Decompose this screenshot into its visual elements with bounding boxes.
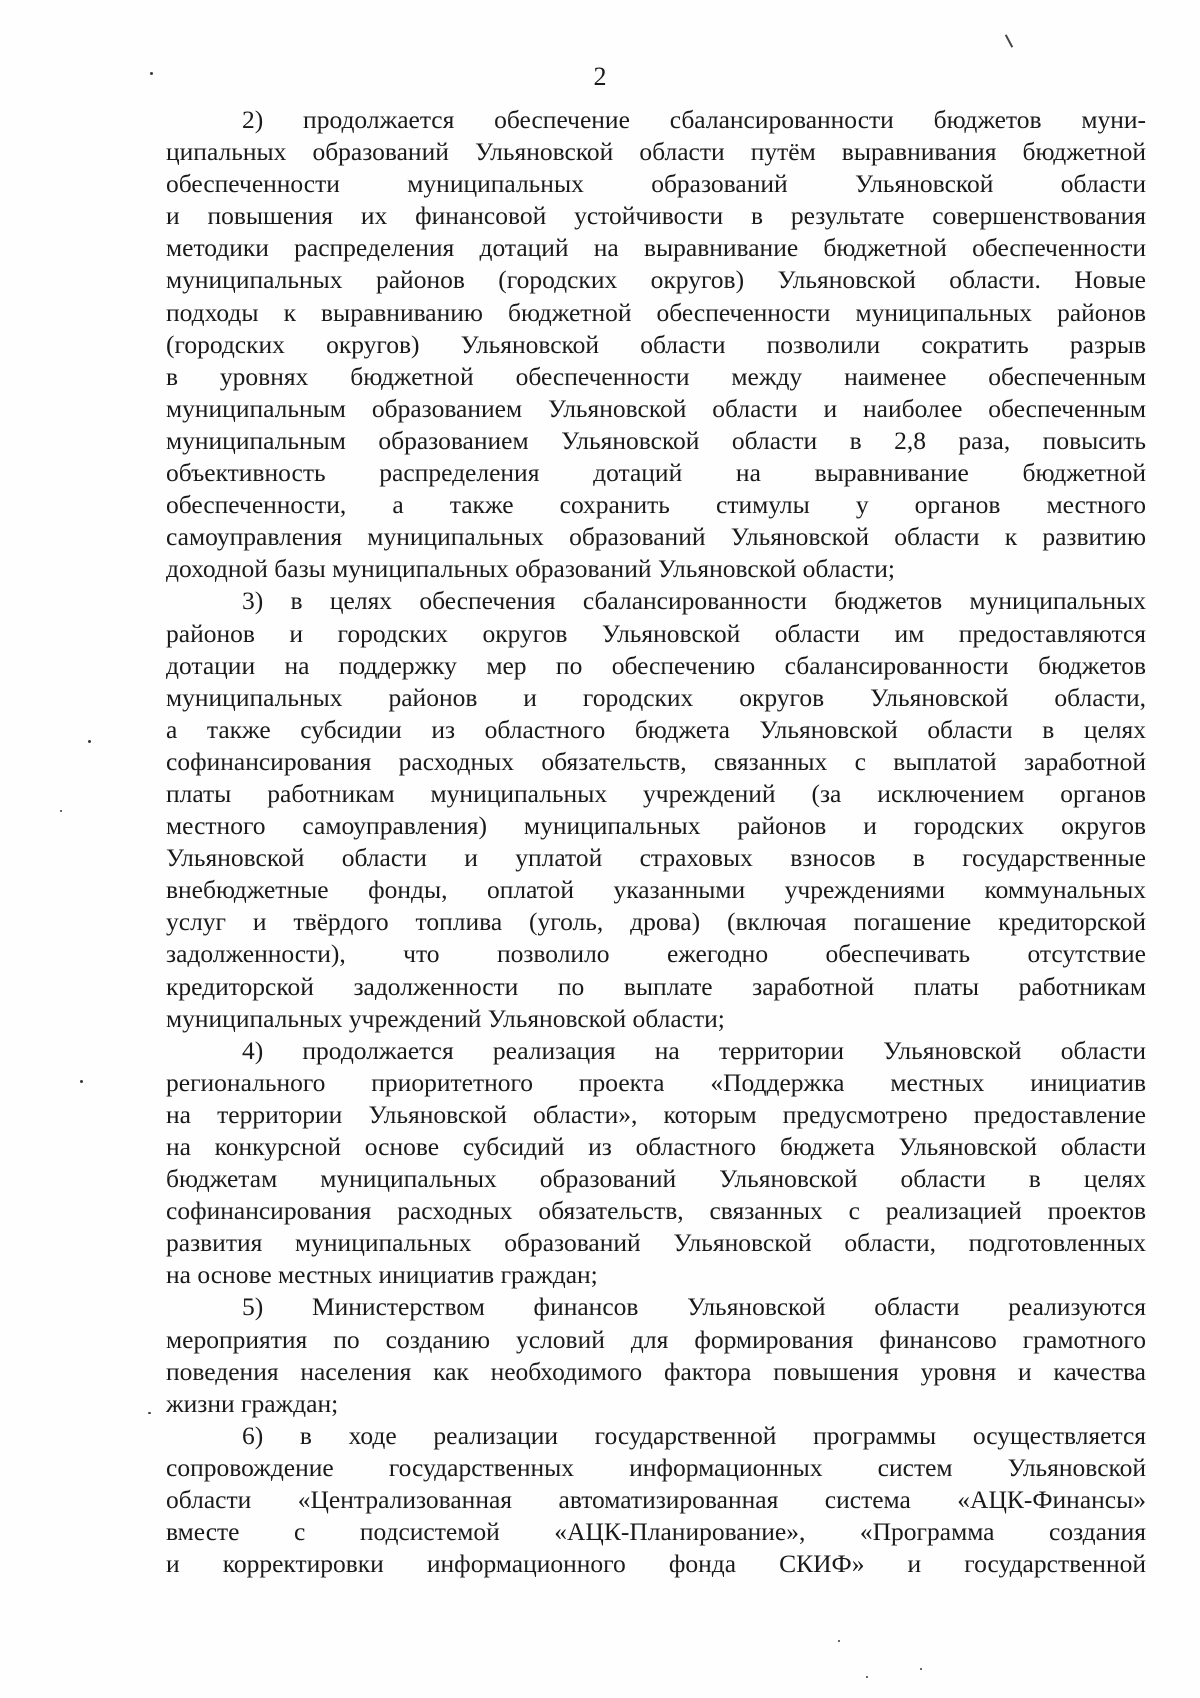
scan-artifact-mark [1005, 34, 1013, 47]
text-line: сопровождение государственных информационных систем Ульяновской [166, 1452, 1146, 1482]
text-line: платы работникам муниципальных учреждений (за исключением органов [166, 778, 1146, 808]
text-line: услуг и твёрдого топлива (уголь, дрова) (включая погашение кредиторской [166, 907, 1146, 937]
text-line: развития муниципальных образований Ульяновской области, подготовленных [166, 1228, 1146, 1258]
text-line: районов и городских округов Ульяновской области им предоставляются [166, 618, 1146, 648]
text-line: (городских округов) Ульяновской области позволили сократить разрыв [166, 329, 1146, 359]
scan-speck [60, 810, 62, 812]
text-line: вместе с подсистемой «АЦК-Планирование», «Программа создания [166, 1517, 1146, 1547]
text-line: софинансирования расходных обязательств, связанных с реализацией проектов [166, 1196, 1146, 1226]
text-line: поведения населения как необходимого фактора повышения уровня и качества [166, 1356, 1146, 1386]
text-line: софинансирования расходных обязательств, связанных с выплатой заработной [166, 746, 1146, 776]
text-line: ципальных образований Ульяновской области путём выравнивания бюджетной [166, 137, 1146, 167]
text-line: муниципальных районов и городских округов Ульяновской области, [166, 682, 1146, 712]
page-number: 2 [593, 62, 607, 91]
text-line: регионального приоритетного проекта «Поддержка местных инициатив [166, 1067, 1146, 1097]
scan-speck [866, 1676, 868, 1678]
text-line: муниципальным образованием Ульяновской области в 2,8 раза, повысить [166, 425, 1146, 455]
paragraph-4 [166, 1035, 1146, 1292]
scan-speck [920, 1668, 922, 1670]
text-line: самоуправления муниципальных образований Ульяновской области к развитию [166, 522, 1146, 552]
body-text [166, 104, 1146, 1580]
text-line: жизни граждан; [166, 1388, 339, 1418]
text-line: бюджетам муниципальных образований Ульяновской области в целях [166, 1164, 1146, 1194]
text-line: объективность распределения дотаций на выравнивание бюджетной [166, 458, 1146, 488]
text-line: на основе местных инициатив граждан; [166, 1260, 598, 1290]
text-line: на территории Ульяновской области», которым предусмотрено предоставление [166, 1099, 1146, 1129]
text-line: обеспеченности муниципальных образований Ульяновской области [166, 169, 1146, 199]
text-line: в уровнях бюджетной обеспеченности между наименее обеспеченным [166, 361, 1146, 391]
paragraph-5 [166, 1291, 1146, 1419]
text-line: Ульяновской области и уплатой страховых взносов в государственные [166, 843, 1146, 873]
text-line: задолженности), что позволило ежегодно обеспечивать отсутствие [166, 939, 1146, 969]
text-line: муниципальных районов (городских округов) Ульяновской области. Новые [166, 265, 1146, 295]
text-line: а также субсидии из областного бюджета Ульяновской области в целях [166, 714, 1146, 744]
scan-speck [148, 1412, 151, 1414]
text-line: доходной базы муниципальных образований Ульяновской области; [166, 554, 895, 584]
text-line: мероприятия по созданию условий для формирования финансово грамотного [166, 1324, 1146, 1354]
paragraph-3 [166, 585, 1146, 1034]
text-line: методики распределения дотаций на выравнивание бюджетной обеспеченности [166, 233, 1146, 263]
text-line: и повышения их финансовой устойчивости в результате совершенствования [166, 201, 1146, 231]
text-line: 3) в целях обеспечения сбалансированности бюджетов муниципальных [242, 586, 1146, 616]
text-line: обеспеченности, а также сохранить стимулы у органов местного [166, 490, 1146, 520]
scan-speck [838, 1640, 840, 1642]
scan-speck [88, 740, 91, 743]
scan-speck [150, 72, 153, 75]
scan-speck [80, 1080, 83, 1083]
text-line: и корректировки информационного фонда СКИФ» и государственной [166, 1549, 1146, 1579]
text-line: на конкурсной основе субсидий из областного бюджета Ульяновской области [166, 1132, 1146, 1161]
text-line: области «Централизованная автоматизированная система «АЦК-Финансы» [166, 1485, 1146, 1515]
text-line: 5) Министерством финансов Ульяновской области реализуются [242, 1292, 1146, 1322]
paragraph-2 [166, 104, 1146, 585]
text-line: 4) продолжается реализация на территории Ульяновской области [242, 1035, 1146, 1065]
text-line: кредиторской задолженности по выплате заработной платы работникам [166, 971, 1146, 1001]
paragraph-6 [166, 1420, 1146, 1580]
text-line: подходы к выравниванию бюджетной обеспеченности муниципальных районов [166, 297, 1146, 327]
text-line: муниципальным образованием Ульяновской области и наиболее обеспеченным [166, 393, 1146, 423]
text-line: дотации на поддержку мер по обеспечению сбалансированности бюджетов [166, 650, 1146, 680]
text-line: 2) продолжается обеспечение сбалансированности бюджетов муни- [242, 105, 1146, 134]
text-line: внебюджетные фонды, оплатой указанными учреждениями коммунальных [166, 875, 1146, 905]
text-line: местного самоуправления) муниципальных районов и городских округов [166, 811, 1146, 841]
text-line: муниципальных учреждений Ульяновской области; [166, 1003, 725, 1033]
text-line: 6) в ходе реализации государственной программы осуществляется [242, 1420, 1146, 1450]
